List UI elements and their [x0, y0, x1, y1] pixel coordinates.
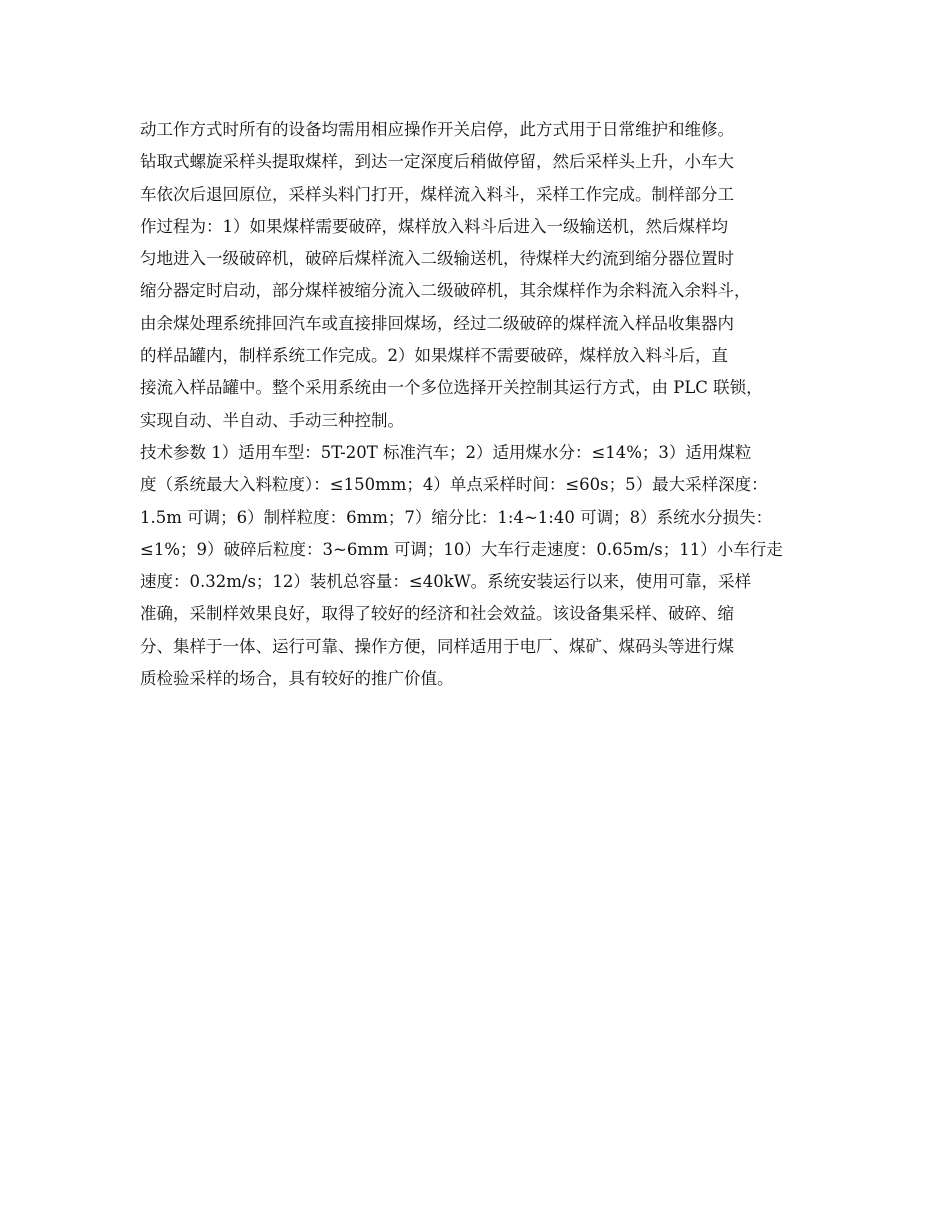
text-line: 车依次后退回原位，采样头料门打开，煤样流入料斗，采样工作完成。制样部分工 [140, 184, 734, 204]
text-line: 的样品罐内，制样系统工作完成。2）如果煤样不需要破碎，煤样放入料斗后，直 [140, 346, 728, 366]
text-line: 1.5m 可调；6）制样粒度：6mm；7）缩分比：1:4~1:40 可调；8）系统水分损失： [140, 507, 773, 527]
text-line: 技术参数 1）适用车型：5T-20T 标准汽车；2）适用煤水分：≤14%；3）适用煤粒 [140, 442, 752, 462]
body-text [140, 114, 832, 695]
text-line: 实现自动、半自动、手动三种控制。 [140, 410, 404, 430]
text-line: 质检验采样的场合，具有较好的推广价值。 [140, 669, 454, 689]
text-line: 作过程为：1）如果煤样需要破碎，煤样放入料斗后进入一级输送机，然后煤样均 [140, 216, 728, 236]
text-line: 缩分器定时启动，部分煤样被缩分流入二级破碎机，其余煤样作为余料流入余料斗， [140, 281, 751, 301]
text-line: 接流入样品罐中。整个采用系统由一个多位选择开关控制其运行方式，由 PLC 联锁， [140, 378, 763, 398]
text-line: 钻取式螺旋采样头提取煤样，到达一定深度后稍做停留，然后采样头上升，小车大 [140, 152, 734, 172]
text-line: 度（系统最大入料粒度）：≤150mm；4）单点采样时间：≤60s；5）最大采样深度： [140, 475, 768, 495]
text-line: 速度：0.32m/s；12）装机总容量：≤40kW。系统安装运行以来，使用可靠，采样 [140, 572, 752, 592]
text-line: 准确，采制样效果良好，取得了较好的经济和社会效益。该设备集采样、破碎、缩 [140, 604, 734, 624]
text-line: 动工作方式时所有的设备均需用相应操作开关启停，此方式用于日常维护和维修。 [140, 120, 734, 139]
text-line: 匀地进入一级破碎机，破碎后煤样流入二级输送机，待煤样大约流到缩分器位置时 [140, 249, 734, 269]
text-line: 分、集样于一体、运行可靠、操作方便，同样适用于电厂、煤矿、煤码头等进行煤 [140, 636, 734, 656]
text-line: 由余煤处理系统排回汽车或直接排回煤场，经过二级破碎的煤样流入样品收集器内 [140, 313, 734, 333]
text-line: ≤1%；9）破碎后粒度：3~6mm 可调；10）大车行走速度：0.65m/s；11）小车行走 [140, 539, 783, 559]
